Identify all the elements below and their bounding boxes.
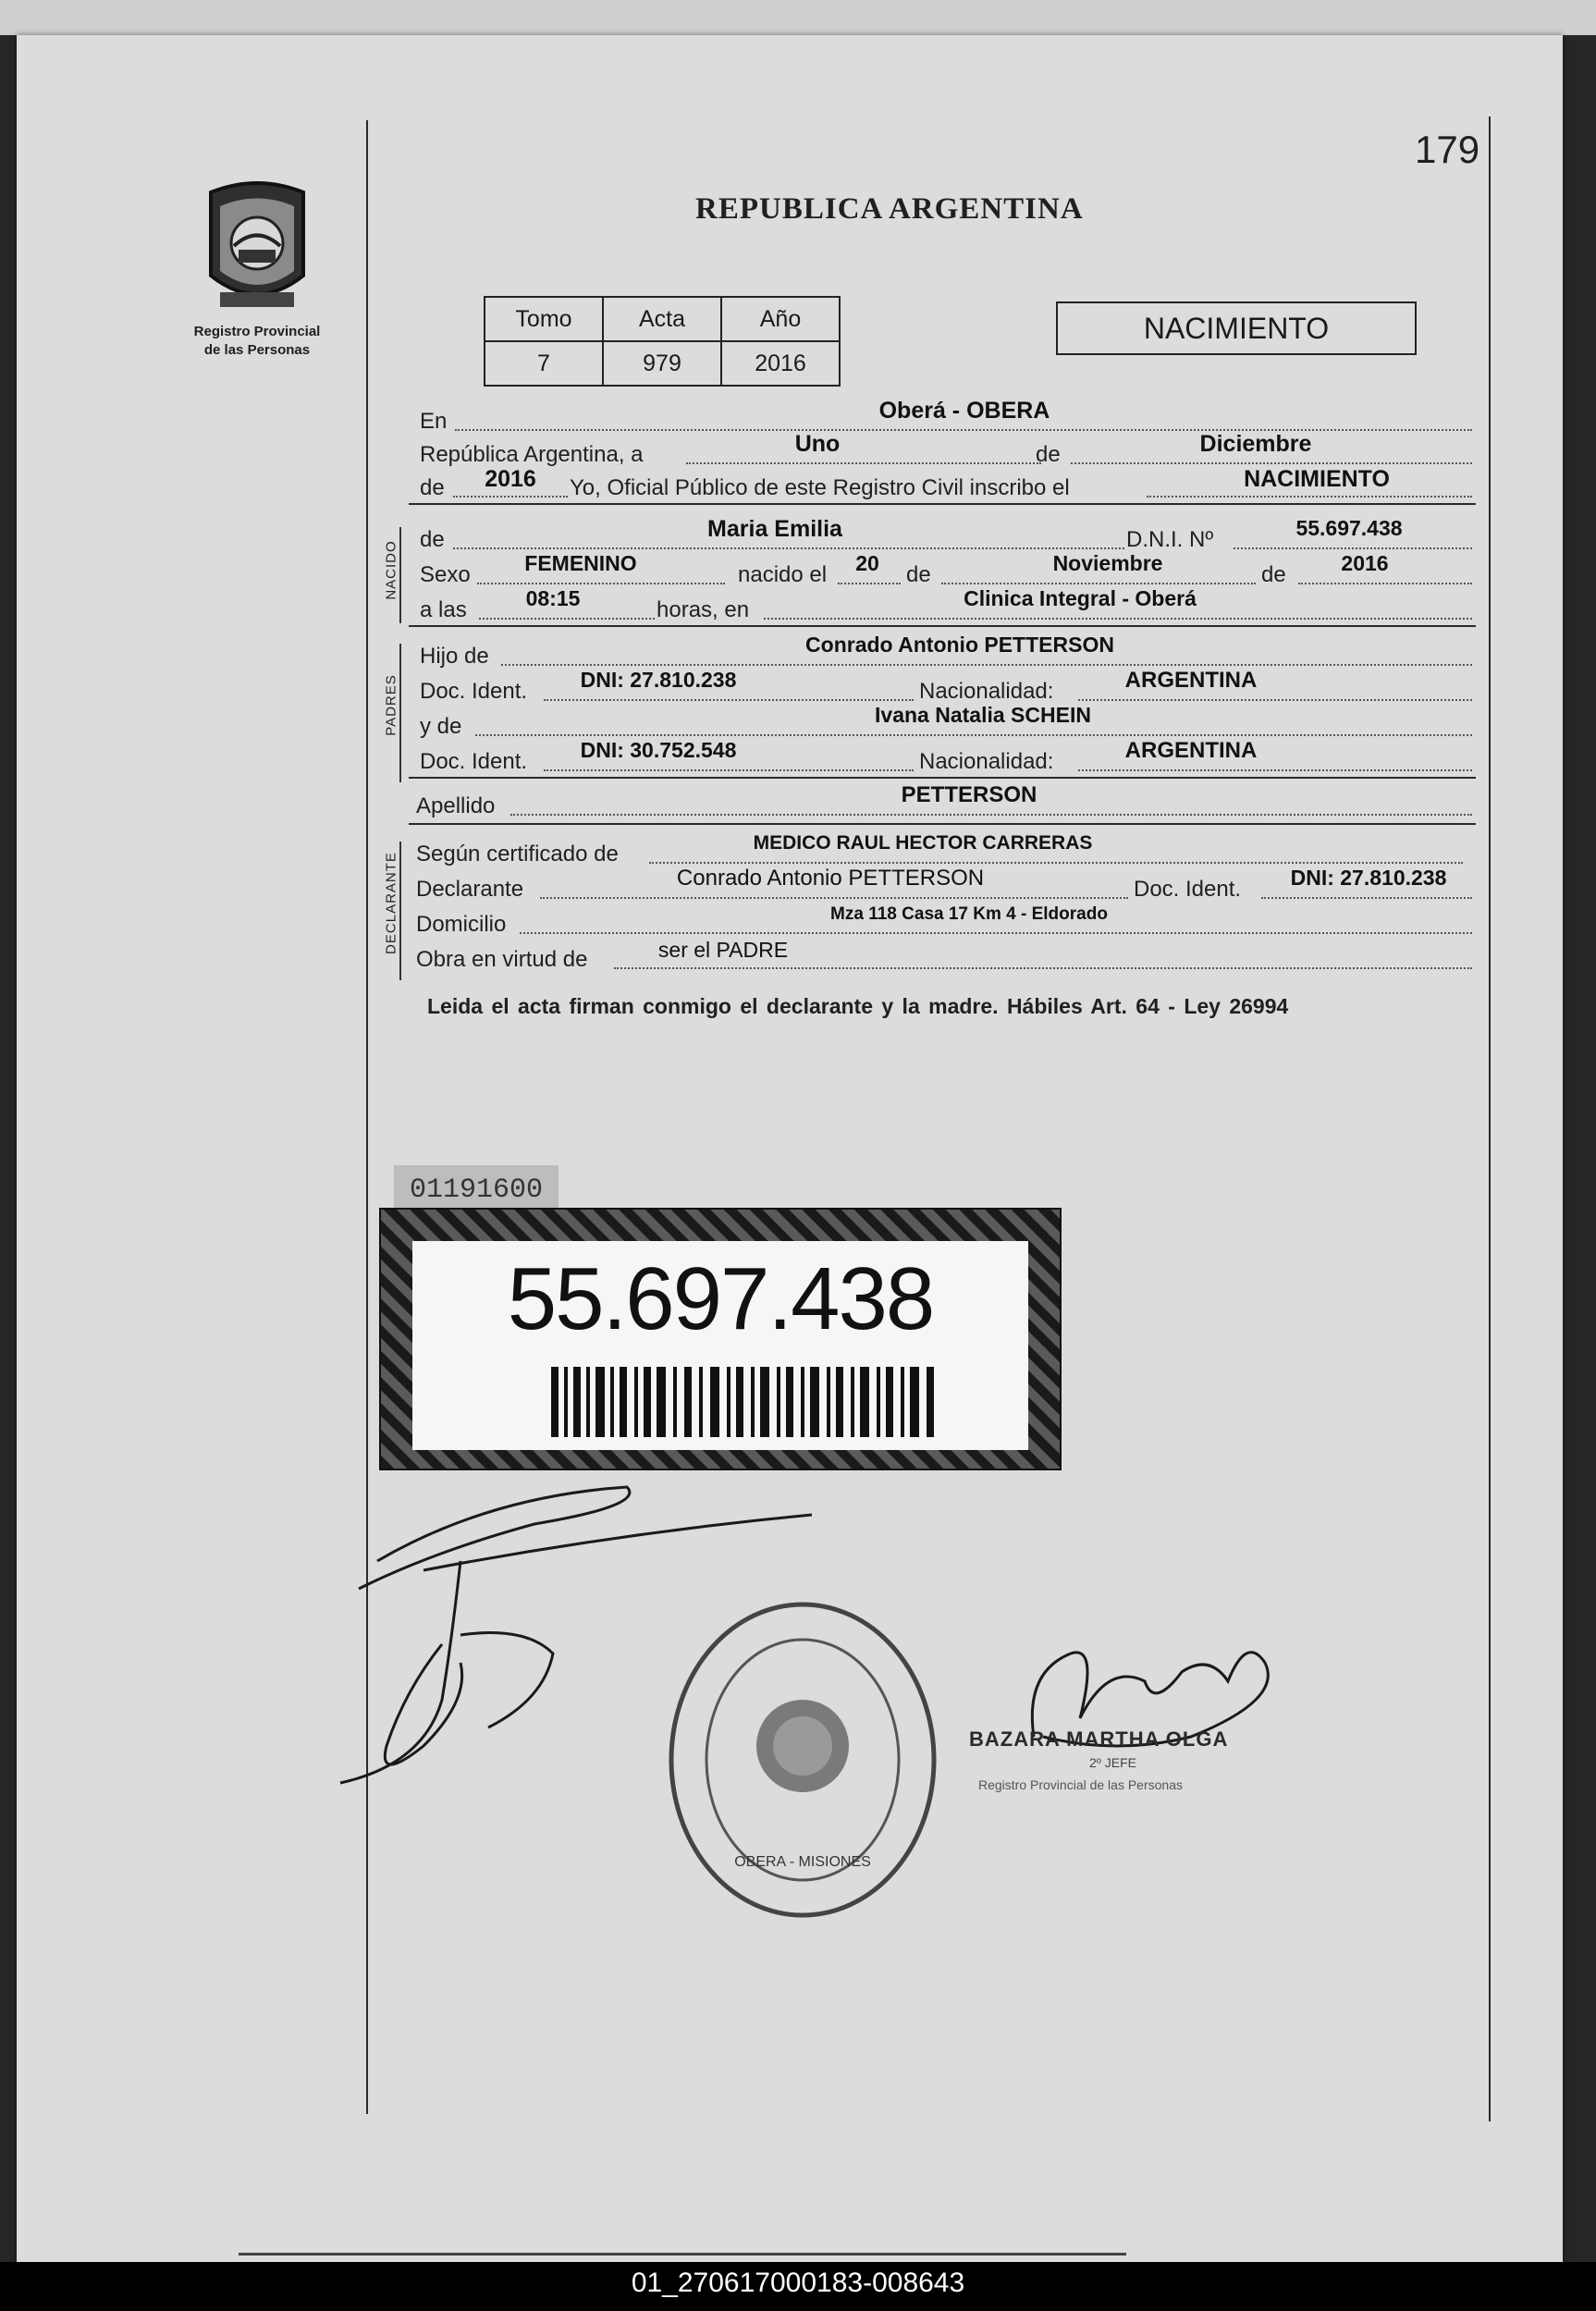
dotted-line [838, 581, 901, 584]
dotted-line [479, 616, 655, 620]
de-label: de [1036, 442, 1061, 467]
birth-place: Clinica Integral - Oberá [964, 586, 1197, 610]
record-table [484, 296, 841, 387]
hijo-label: Hijo de [420, 644, 489, 669]
apellido-label: Apellido [416, 793, 496, 818]
declarante-label: Declarante [416, 877, 524, 902]
nacionalidad-label-2: Nacionalidad: [919, 749, 1054, 774]
barcode-icon [551, 1367, 939, 1437]
anio-value: 2016 [721, 341, 840, 386]
dotted-line [544, 768, 914, 771]
de-label-2: de [906, 562, 931, 587]
separator [409, 823, 1476, 825]
dotted-line [1234, 546, 1472, 549]
birth-time: 08:15 [525, 586, 581, 610]
dotted-line [520, 930, 1472, 934]
apellido-value: PETTERSON [901, 782, 1037, 807]
logo-caption-2: de las Personas [203, 342, 311, 358]
country-title: REPUBLICA ARGENTINA [695, 192, 1084, 226]
official-name-line3: Registro Provincial de las Personas [978, 1777, 1183, 1792]
dotted-line [477, 581, 725, 584]
separator [409, 625, 1476, 627]
sexo-label: Sexo [420, 562, 471, 587]
doc-label-2: Doc. Ident. [420, 749, 528, 774]
decl-doc-value: DNI: 27.810.238 [1290, 866, 1447, 890]
right-margin-line [1489, 117, 1491, 2121]
mother-nationality: ARGENTINA [1124, 738, 1258, 763]
acta-header: Acta [603, 297, 721, 341]
dotted-line [1071, 461, 1472, 464]
anio-header: Año [721, 297, 840, 341]
left-margin-line [366, 120, 368, 2114]
declarante-section-label: DECLARANTE [383, 852, 399, 954]
top-strip [0, 0, 1596, 35]
nacionalidad-label: Nacionalidad: [919, 679, 1054, 704]
birth-month: Noviembre [1052, 551, 1163, 575]
registry-shield-icon [192, 174, 322, 331]
nacido-name: Maria Emilia [707, 516, 842, 542]
alas-label: a las [420, 597, 467, 622]
father-nationality: ARGENTINA [1124, 668, 1258, 693]
inscribo-text: Yo, Oficial Público de este Registro Civil inscribo el [570, 475, 1070, 500]
dotted-line [614, 965, 1472, 969]
section-bracket [399, 527, 401, 623]
de-label-3: de [1261, 562, 1286, 587]
en-label: En [420, 409, 448, 434]
father-name: Conrado Antonio PETTERSON [805, 633, 1114, 657]
cert-value: MEDICO RAUL HECTOR CARRERAS [753, 832, 1093, 854]
page-number: 179 [1415, 128, 1480, 171]
declarante-value: Conrado Antonio PETTERSON [676, 866, 985, 891]
dotted-line [475, 732, 1472, 736]
doc-label: Doc. Ident. [420, 679, 528, 704]
official-seal-icon [655, 1589, 951, 1931]
footer-code: 01_270617000183-008643 [631, 2268, 965, 2298]
cert-label: Según certificado de [416, 842, 619, 867]
padres-section-label: PADRES [383, 674, 399, 736]
section-bracket [399, 644, 401, 782]
year-value: 2016 [485, 466, 536, 492]
dni-big-number: 55.697.438 [507, 1249, 934, 1348]
obra-value: ser el PADRE [657, 938, 789, 962]
inscribo-value: NACIMIENTO [1244, 466, 1390, 492]
dotted-line [1298, 581, 1472, 584]
dotted-line [540, 895, 1128, 899]
republica-label: República Argentina, a [420, 442, 644, 467]
control-number-stamp: 01191600 [394, 1165, 559, 1215]
obra-label: Obra en virtud de [416, 947, 588, 972]
dotted-line [501, 662, 1472, 666]
dotted-line [544, 697, 914, 701]
official-name-line2: 2º JEFE [1089, 1755, 1137, 1770]
mother-name: Ivana Natalia SCHEIN [875, 703, 1091, 727]
official-name-line1: BAZARA MARTHA OLGA [969, 1727, 1229, 1751]
nacido-el-label: nacido el [738, 562, 828, 587]
nacido-dni: 55.697.438 [1295, 516, 1403, 540]
section-bracket [399, 842, 401, 980]
dni-barcode-label [379, 1208, 1062, 1470]
tomo-value: 7 [485, 341, 603, 386]
tomo-header: Tomo [485, 297, 603, 341]
dotted-line [649, 860, 1463, 864]
nacido-section-label: NACIDO [383, 540, 399, 600]
horas-label: horas, en [657, 597, 750, 622]
month-value: Diciembre [1199, 431, 1312, 457]
year-prefix: de [420, 475, 445, 500]
decl-doc-label: Doc. Ident. [1134, 877, 1242, 902]
father-doc: DNI: 27.810.238 [580, 668, 737, 692]
barcode-panel [412, 1241, 1028, 1450]
yde-label: y de [420, 714, 462, 739]
dotted-line [1078, 697, 1472, 701]
dni-label: D.N.I. Nº [1126, 527, 1214, 552]
place-value: Oberá - OBERA [878, 398, 1050, 424]
domicilio-value: Mza 118 Casa 17 Km 4 - Eldorado [830, 904, 1108, 924]
dotted-line [453, 494, 568, 498]
svg-text:OBERA - MISIONES: OBERA - MISIONES [734, 1854, 871, 1870]
document-page [17, 35, 1563, 2264]
dotted-line [941, 581, 1256, 584]
closing-note: Leida el acta firman conmigo el declarante y la madre. Hábiles Art. 64 - Ley 26994 [427, 994, 1289, 1018]
separator [409, 503, 1476, 505]
act-type-box: NACIMIENTO [1056, 301, 1417, 355]
dotted-line [453, 546, 1124, 549]
domicilio-label: Domicilio [416, 912, 507, 937]
dotted-line [1261, 895, 1472, 899]
dotted-line [1147, 494, 1472, 498]
logo-caption-1: Registro Provincial [193, 324, 321, 339]
separator [409, 777, 1476, 779]
dotted-line [1078, 768, 1472, 771]
bottom-line [239, 2253, 1126, 2256]
sexo-value: FEMENINO [524, 551, 637, 575]
dotted-line [510, 812, 1472, 816]
day-value: Uno [794, 431, 841, 457]
mother-doc: DNI: 30.752.548 [580, 738, 737, 762]
birth-year: 2016 [1341, 551, 1389, 575]
acta-value: 979 [603, 341, 721, 386]
dotted-line [764, 616, 1472, 620]
dotted-line [686, 461, 1041, 464]
birth-day: 20 [855, 551, 879, 575]
nacido-de-label: de [420, 527, 445, 552]
